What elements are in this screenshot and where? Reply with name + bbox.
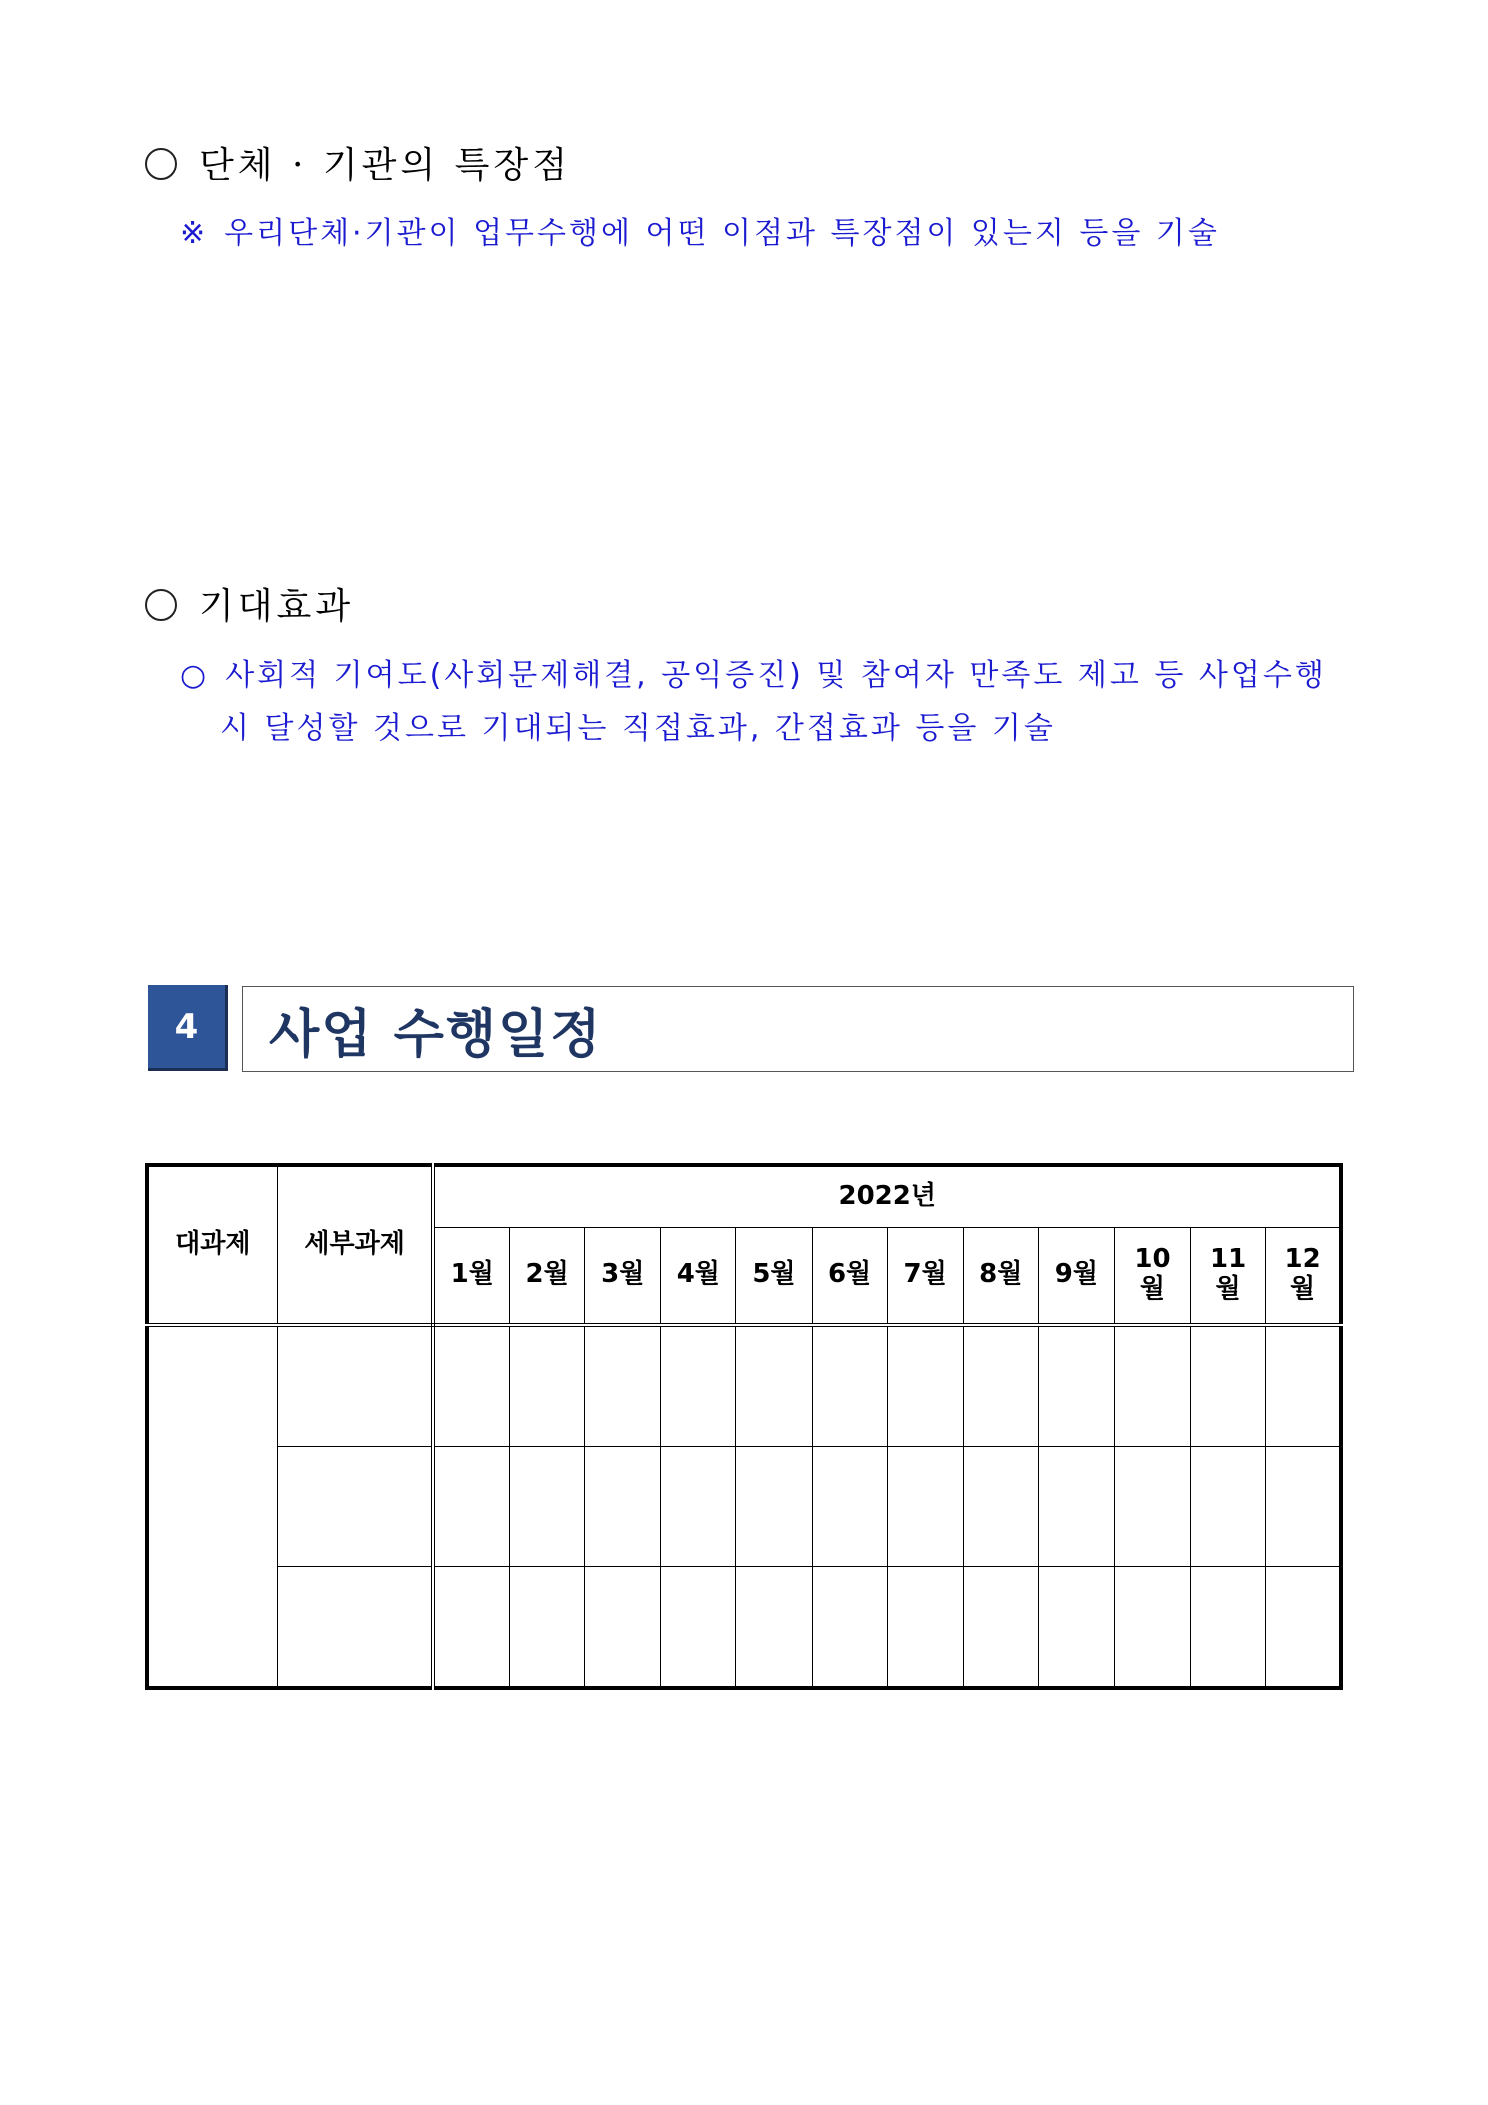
section-number-badge <box>148 985 228 1071</box>
features-heading-text: 단체 · 기관의 특장점 <box>199 145 571 186</box>
schedule-cell[interactable] <box>510 1567 585 1689</box>
schedule-cell[interactable] <box>1114 1447 1190 1567</box>
header-month-split <box>1191 1227 1266 1325</box>
schedule-cell[interactable] <box>1191 1325 1266 1447</box>
effects-note-line1-text: 사회적 기여도(사회문제해결, 공익증진) 및 참여자 만족도 제고 등 사업수행 <box>225 658 1327 693</box>
effects-heading <box>145 578 354 629</box>
header-month-split <box>1114 1227 1190 1325</box>
schedule-cell[interactable] <box>585 1447 661 1567</box>
table-row <box>147 1325 1341 1447</box>
effects-note-line2 <box>220 703 1056 747</box>
month-number: 11 <box>1210 1244 1247 1275</box>
hollow-circle-icon <box>145 148 177 180</box>
header-month: 4월 <box>661 1227 736 1325</box>
schedule-cell[interactable] <box>433 1447 509 1567</box>
header-month: 8월 <box>963 1227 1038 1325</box>
sub-task-cell[interactable] <box>277 1325 433 1447</box>
month-number: 10 <box>1134 1244 1171 1275</box>
header-month-split <box>1266 1227 1341 1325</box>
schedule-cell[interactable] <box>585 1567 661 1689</box>
header-month: 3월 <box>585 1227 661 1325</box>
schedule-cell[interactable] <box>887 1447 963 1567</box>
table-row <box>147 1447 1341 1567</box>
schedule-cell[interactable] <box>812 1325 887 1447</box>
schedule-cell[interactable] <box>433 1567 509 1689</box>
section-title-box <box>242 986 1354 1072</box>
schedule-cell[interactable] <box>1038 1447 1114 1567</box>
effects-heading-text: 기대효과 <box>199 586 355 627</box>
schedule-cell[interactable] <box>510 1325 585 1447</box>
schedule-cell[interactable] <box>887 1567 963 1689</box>
table-row <box>147 1567 1341 1689</box>
schedule-cell[interactable] <box>1114 1567 1190 1689</box>
schedule-cell[interactable] <box>1191 1447 1266 1567</box>
features-note-text: 우리단체·기관이 업무수행에 어떤 이점과 특장점이 있는지 등을 기술 <box>224 216 1220 251</box>
header-year: 2022년 <box>433 1165 1341 1227</box>
header-major-task: 대과제 <box>147 1165 277 1325</box>
header-month: 9월 <box>1038 1227 1114 1325</box>
effects-note-line2-text: 시 달성할 것으로 기대되는 직접효과, 간접효과 등을 기술 <box>220 711 1056 746</box>
schedule-cell[interactable] <box>1038 1567 1114 1689</box>
schedule-cell[interactable] <box>963 1325 1038 1447</box>
schedule-cell[interactable] <box>433 1325 509 1447</box>
schedule-cell[interactable] <box>812 1567 887 1689</box>
header-month: 5월 <box>736 1227 812 1325</box>
schedule-cell[interactable] <box>1266 1567 1341 1689</box>
reference-mark-icon: ※ <box>180 216 209 251</box>
header-month: 7월 <box>887 1227 963 1325</box>
schedule-cell[interactable] <box>1038 1325 1114 1447</box>
schedule-cell[interactable] <box>585 1325 661 1447</box>
header-month: 6월 <box>812 1227 887 1325</box>
schedule-cell[interactable] <box>963 1567 1038 1689</box>
hollow-circle-icon <box>145 589 177 621</box>
schedule-cell[interactable] <box>736 1447 812 1567</box>
schedule-cell[interactable] <box>887 1325 963 1447</box>
schedule-cell[interactable] <box>812 1447 887 1567</box>
schedule-table <box>145 1163 1343 1690</box>
header-month: 1월 <box>433 1227 509 1325</box>
section-title: 사업 수행일정 <box>269 1004 603 1065</box>
month-unit: 월 <box>1139 1274 1166 1305</box>
sub-task-cell[interactable] <box>277 1567 433 1689</box>
header-sub-task: 세부과제 <box>277 1165 433 1325</box>
schedule-cell[interactable] <box>736 1567 812 1689</box>
month-unit: 월 <box>1215 1274 1241 1305</box>
schedule-cell[interactable] <box>661 1325 736 1447</box>
schedule-cell[interactable] <box>736 1325 812 1447</box>
schedule-cell[interactable] <box>661 1567 736 1689</box>
effects-note-line1 <box>180 650 1327 694</box>
major-task-cell[interactable] <box>147 1325 277 1688</box>
features-heading <box>145 137 571 188</box>
features-note <box>180 208 1220 252</box>
sub-task-cell[interactable] <box>277 1447 433 1567</box>
month-unit: 월 <box>1290 1274 1316 1305</box>
schedule-cell[interactable] <box>963 1447 1038 1567</box>
schedule-cell[interactable] <box>510 1447 585 1567</box>
section-number: 4 <box>174 1006 199 1047</box>
schedule-cell[interactable] <box>1191 1567 1266 1689</box>
schedule-cell[interactable] <box>1266 1447 1341 1567</box>
schedule-cell[interactable] <box>1114 1325 1190 1447</box>
schedule-cell[interactable] <box>1266 1325 1341 1447</box>
schedule-cell[interactable] <box>661 1447 736 1567</box>
small-circle-bullet-icon: ○ <box>180 658 210 693</box>
header-month: 2월 <box>510 1227 585 1325</box>
month-number: 12 <box>1284 1244 1321 1275</box>
